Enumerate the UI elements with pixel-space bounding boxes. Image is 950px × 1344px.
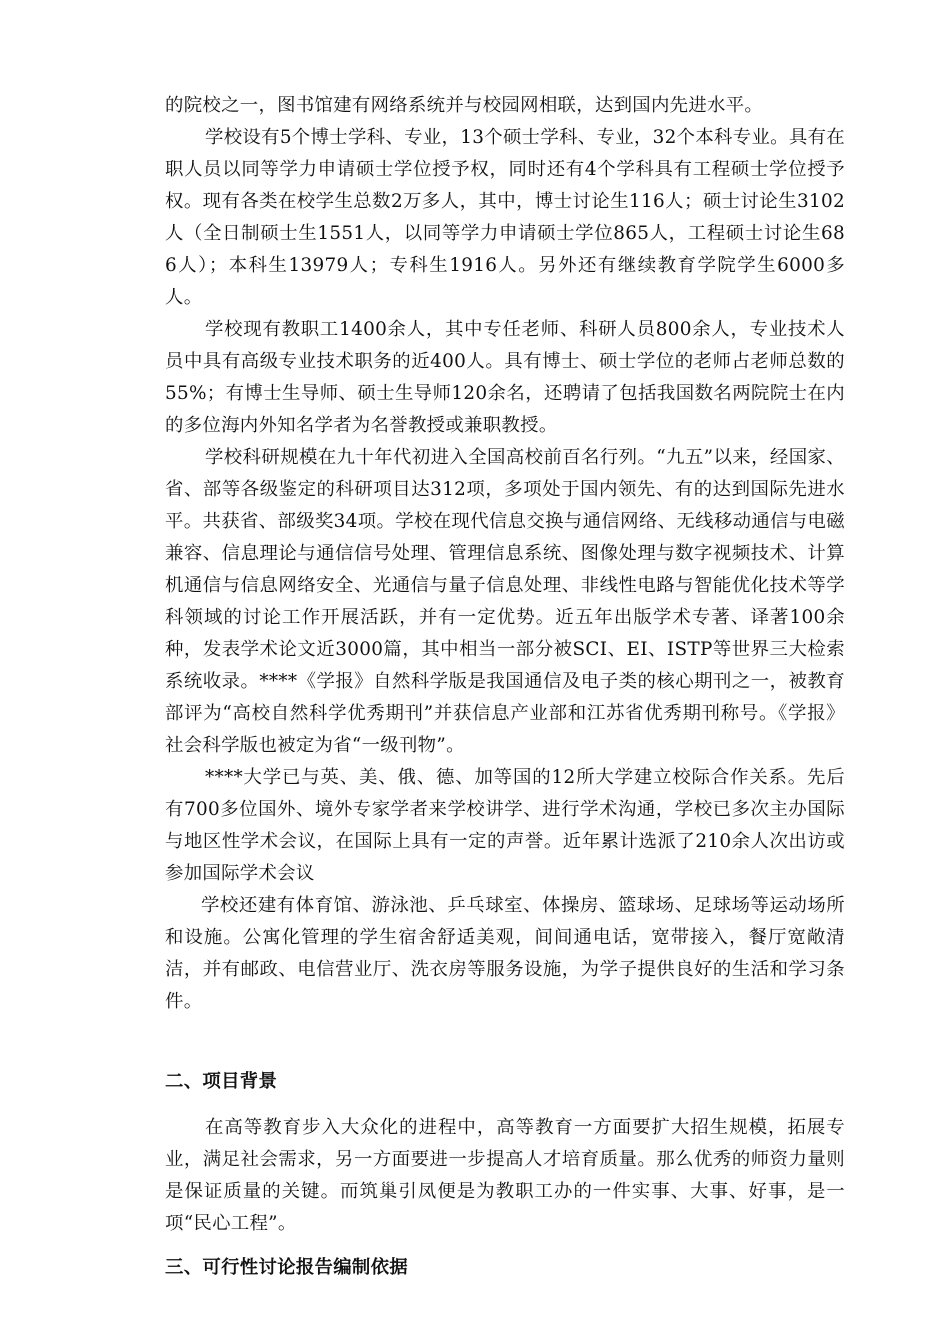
section-heading-basis: 三、可行性讨论报告编制依据 — [165, 1257, 408, 1278]
paragraph-faculty: 学校现有教职工1400余人，其中专任老师、科研人员800余人，专业技术人员中具有高级专业技术职务的近400人。具有博士、硕士学位的老师占老师总数的55%；有博士生导师、硕士生导师120余名，还聘请了包括我国数名两院院士在内的多位海内外知名学者为名誉教授或兼职教授。 — [165, 319, 845, 436]
paragraph-international: ****大学已与英、美、俄、德、加等国的12所大学建立校际合作关系。先后有700多位国外、境外专家学者来学校讲学、进行学术沟通，学校已多次主办国际与地区性学术会议，在国际上具有一定的声誉。近年累计选派了210余人次出访或参加国际学术会议 — [165, 767, 845, 884]
paragraph-facilities: 学校还建有体育馆、游泳池、乒乓球室、体操房、篮球场、足球场等运动场所和设施。公寓化管理的学生宿舍舒适美观，间间通电话，宽带接入，餐厅宽敞清洁，并有邮政、电信营业厅、洗衣房等服务设施，为学子提供良好的生活和学习条件。 — [165, 895, 845, 1012]
paragraph-disciplines: 学校设有5个博士学科、专业，13个硕士学科、专业，32个本科专业。具有在职人员以同等学力申请硕士学位授予权，同时还有4个学科具有工程硕士学位授予权。现有各类在校学生总数2万多人，其中，博士讨论生116人；硕士讨论生3102人（全日制硕士生1551人，以同等学力申请硕士学位865人，工程硕士讨论生686人）；本科生13979人；专科生1916人。另外还有继续教育学院学生6000多人。 — [165, 127, 845, 308]
paragraph-continuation: 的院校之一，图书馆建有网络系统并与校园网相联，达到国内先进水平。 — [165, 95, 764, 116]
section-heading-background: 二、项目背景 — [165, 1071, 278, 1092]
paragraph-background: 在高等教育步入大众化的进程中，高等教育一方面要扩大招生规模，拓展专业，满足社会需求，另一方面要进一步提高人才培育质量。那么优秀的师资力量则是保证质量的关键。而筑巢引凤便是为教职工办的一件实事、大事、好事，是一项“民心工程”。 — [165, 1117, 845, 1234]
paragraph-research: 学校科研规模在九十年代初进入全国高校前百名行列。“九五”以来，经国家、省、部等各级鉴定的科研项目达312项，多项处于国内领先、有的达到国际先进水平。共获省、部级奖34项。学校在现代信息交换与通信网络、无线移动通信与电磁兼容、信息理论与通信信号处理、管理信息系统、图像处理与数字视频技术、计算机通信与信息网络安全、光通信与量子信息处理、非线性电路与智能优化技术等学科领域的讨论工作开展活跃，并有一定优势。近五年出版学术专著、译著100余种，发表学术论文近3000篇，其中相当一部分被SCI、EI、ISTP等世界三大检索系统收录。****《学报》自然科学版是我国通信及电子类的核心期刊之一，被教育部评为“高校自然科学优秀期刊”并获信息产业部和江苏省优秀期刊称号。《学报》社会科学版也被定为省“一级刊物”。 — [165, 447, 845, 756]
document-page — [165, 90, 845, 1284]
